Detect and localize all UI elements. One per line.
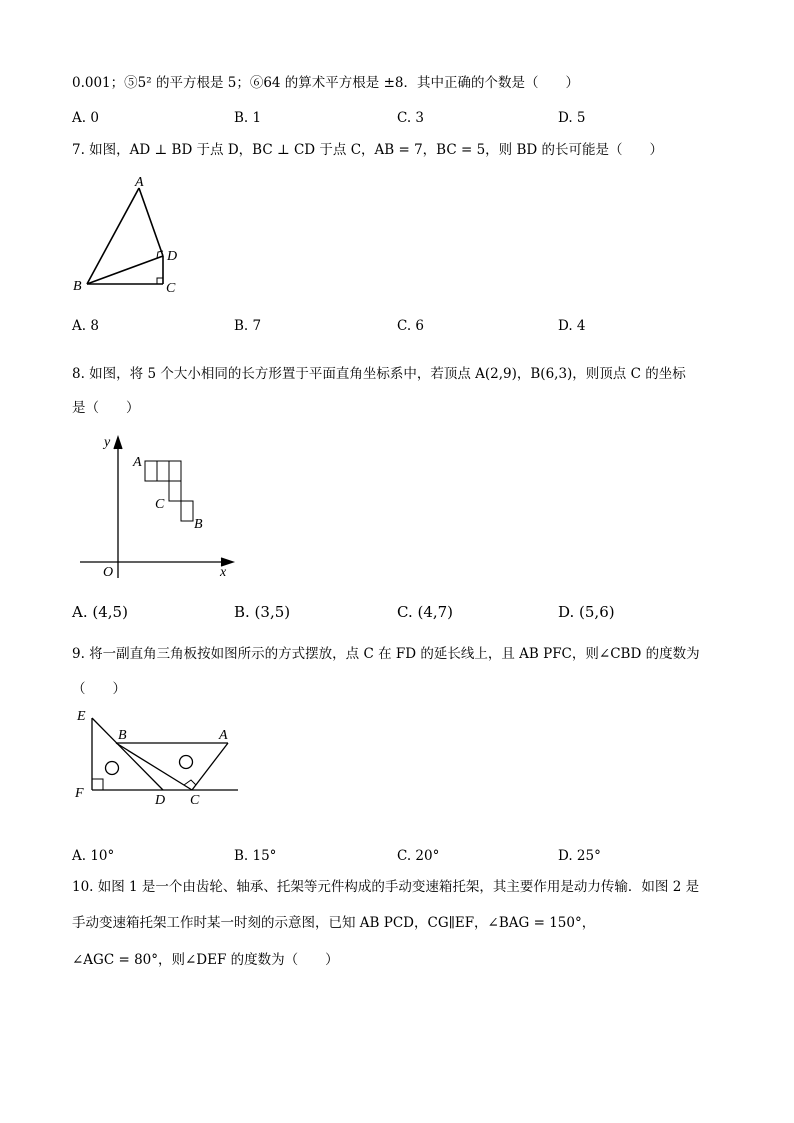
q7-label-d: D [167, 249, 178, 264]
q9-label-d: D [155, 793, 166, 808]
q9-option-b[interactable]: B. 15° [234, 848, 277, 864]
q8-label-c: C [155, 497, 165, 512]
q8-label-b: B [194, 517, 203, 532]
q7-label-b: B [73, 279, 82, 294]
q9-option-d[interactable]: D. 25° [558, 848, 601, 864]
q10-stem-line1: 10. 如图 1 是一个由齿轮、轴承、托架等元件构成的手动变速箱托架，其主要作用是动力传输．如图 2 是 [72, 879, 700, 895]
q6-stem-tail: 0.001；⑤5² 的平方根是 5；⑥64 的算术平方根是 ±8．其中正确的个数是（ ） [72, 75, 579, 91]
q9-stem-line1: 9. 将一副直角三角板按如图所示的方式摆放，点 C 在 FD 的延长线上，且 AB PFC，则∠CBD 的度数为 [72, 646, 700, 662]
q8-option-c[interactable]: C. (4,7) [397, 603, 454, 621]
q9-label-b: B [118, 728, 127, 743]
q8-option-a[interactable]: A. (4,5) [72, 603, 128, 621]
q8-option-d[interactable]: D. (5,6) [558, 603, 615, 621]
q6-option-d[interactable]: D. 5 [558, 110, 586, 126]
q6-option-c[interactable]: C. 3 [397, 110, 425, 126]
q9-label-f: F [75, 786, 84, 801]
q8-label-o: O [103, 565, 114, 580]
q7-label-a: A [135, 175, 144, 190]
q8-label-y: y [104, 435, 111, 450]
q7-option-a[interactable]: A. 8 [72, 318, 99, 334]
q8-stem-line2: 是（ ） [72, 400, 140, 416]
q7-option-b[interactable]: B. 7 [234, 318, 262, 334]
q8-stem-line1: 8. 如图，将 5 个大小相同的长方形置于平面直角坐标系中，若顶点 A(2,9)，B(6,3)，则顶点 C 的坐标 [72, 366, 686, 382]
q6-option-a[interactable]: A. 0 [72, 110, 99, 126]
q8-option-b[interactable]: B. (3,5) [234, 603, 291, 621]
q7-label-c: C [166, 281, 176, 296]
q8-label-x: x [220, 565, 227, 580]
q7-option-d[interactable]: D. 4 [558, 318, 586, 334]
q9-option-c[interactable]: C. 20° [397, 848, 440, 864]
q9-option-a[interactable]: A. 10° [72, 848, 115, 864]
q7-option-c[interactable]: C. 6 [397, 318, 425, 334]
q10-stem-line3: ∠AGC = 80°，则∠DEF 的度数为（ ） [72, 952, 339, 968]
q10-stem-line2: 手动变速箱托架工作时某一时刻的示意图，已知 AB PCD，CG∥EF，∠BAG = 150°， [72, 915, 596, 931]
q9-label-a: A [219, 728, 228, 743]
q9-label-e: E [77, 709, 86, 724]
q9-label-c: C [190, 793, 200, 808]
q8-label-a: A [133, 455, 142, 470]
q9-stem-line2: （ ） [72, 681, 126, 697]
q6-option-b[interactable]: B. 1 [234, 110, 262, 126]
q7-stem: 7. 如图，AD ⊥ BD 于点 D，BC ⊥ CD 于点 C，AB = 7，BC = 5，则 BD 的长可能是（ ） [72, 142, 663, 158]
